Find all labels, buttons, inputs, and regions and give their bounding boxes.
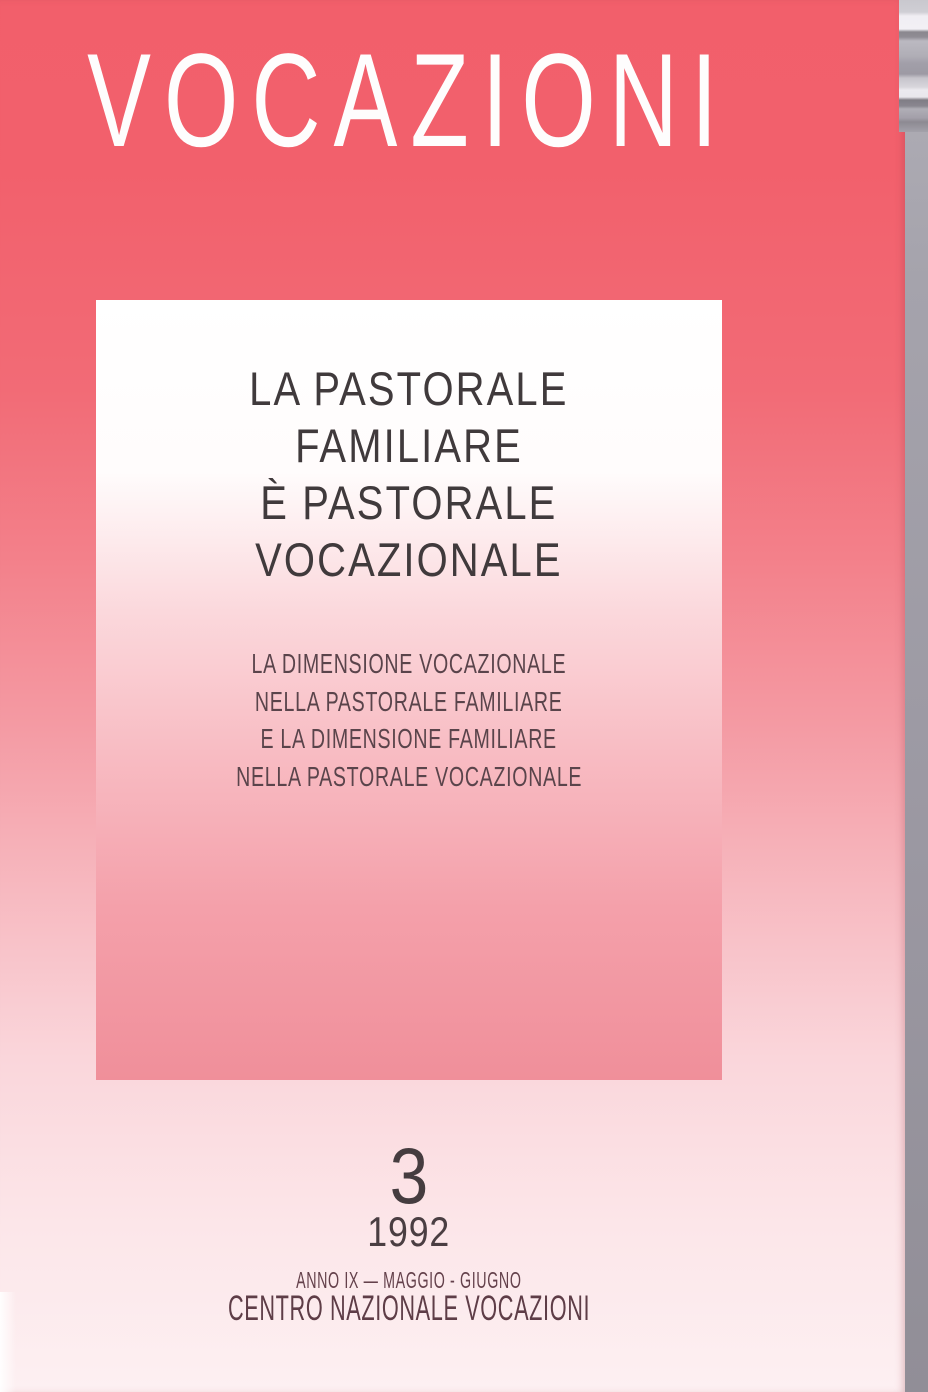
issue-year: 1992 (367, 1208, 451, 1255)
scanner-background-strip (905, 0, 928, 1392)
cover-subtitle-line: LA DIMENSIONE VOCAZIONALE (251, 648, 567, 679)
issue-number: 3 (389, 1131, 429, 1220)
footer-anno-text: ANNO IX — MAGGIO - GIUGNO (296, 1267, 522, 1293)
masthead-title: VOCAZIONI (87, 27, 731, 175)
cover-subtitle-line: E LA DIMENSIONE FAMILIARE (260, 723, 558, 754)
cover-subtitle-line: NELLA PASTORALE VOCAZIONALE (235, 760, 583, 792)
cover-subtitle-line: NELLA PASTORALE FAMILIARE (255, 685, 563, 717)
issue-number-block (96, 1131, 722, 1220)
masthead (87, 27, 731, 175)
issue-year-block (96, 1208, 722, 1255)
cover-title-line: FAMILIARE (295, 419, 523, 472)
footer-publisher-text: CENTRO NAZIONALE VOCAZIONI (227, 1289, 591, 1328)
binding-clip-glare (899, 0, 928, 132)
footer-publisher-block (96, 1291, 722, 1326)
cover-subtitle-block (96, 645, 722, 795)
cover-title-line: VOCAZIONALE (255, 533, 563, 586)
cover-title-line: È PASTORALE (260, 476, 558, 529)
cover-title-line: LA PASTORALE (249, 362, 569, 415)
cover-title-block (96, 360, 722, 588)
paper-corner-glare (0, 1292, 16, 1392)
